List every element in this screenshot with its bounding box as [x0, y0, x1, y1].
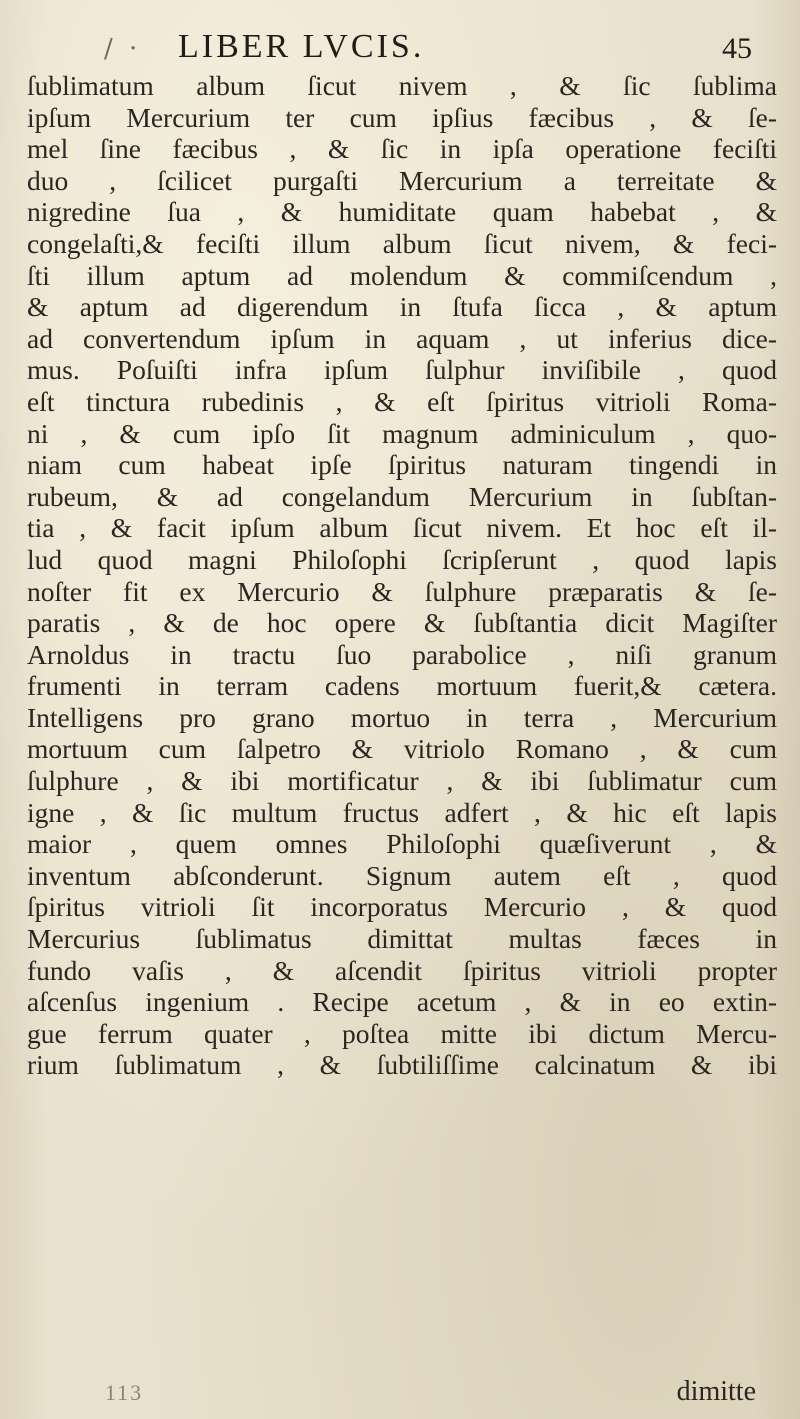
text-line: mus. Poſuiſti infra ipſum ſulphur inviſibile , quod	[27, 354, 777, 386]
text-line: gue ferrum quater , poſtea mitte ibi dictum Mercu-	[27, 1017, 777, 1049]
text-line: rium ſublimatum , & ſubtiliſſime calcinatum & ibi	[27, 1049, 777, 1081]
text-line: ſpiritus vitrioli ſit incorporatus Mercurio , & quod	[27, 891, 777, 923]
text-line: duo , ſcilicet purgaſti Mercurium a terreitate &	[27, 164, 777, 196]
text-line: Intelligens pro grano mortuo in terra , Mercurium	[27, 701, 777, 733]
text-line: & aptum ad digerendum in ſtufa ſicca , & aptum	[27, 291, 777, 323]
text-line: fundo vaſis , & aſcendit ſpiritus vitrioli propter	[27, 954, 777, 986]
text-line: ipſum Mercurium ter cum ipſius fæcibus , & ſe-	[27, 101, 777, 133]
text-line: nigredine ſua , & humiditate quam habebat , &	[27, 196, 777, 228]
text-line: ſulphure , & ibi mortificatur , & ibi ſublimatur cum	[27, 765, 777, 797]
running-title: LIBER LVCIS.	[178, 28, 425, 65]
text-line: rubeum, & ad congelandum Mercurium in ſubſtan-	[27, 480, 777, 512]
text-line: ad convertendum ipſum in aquam , ut inferius dice-	[27, 322, 777, 354]
page-number: 45	[722, 32, 752, 65]
text-line: ſti illum aptum ad molendum & commiſcendum ,	[27, 259, 777, 291]
signature-mark: 113	[105, 1380, 144, 1405]
text-line: Mercurius ſublimatus dimittat multas fæces in	[27, 923, 777, 955]
text-line: congelaſti,& feciſti illum album ſicut nivem, & feci-	[27, 227, 777, 259]
body-text	[27, 70, 777, 1081]
text-line: noſter fit ex Mercurio & ſulphure præparatis & ſe-	[27, 575, 777, 607]
text-line: mel ſine fæcibus , & ſic in ipſa operatione feciſti	[27, 133, 777, 165]
text-line: paratis , & de hoc opere & ſubſtantia dicit Magiſter	[27, 607, 777, 639]
text-line: Arnoldus in tractu ſuo parabolice , niſi granum	[27, 638, 777, 670]
text-line: inventum abſconderunt. Signum autem eſt , quod	[27, 859, 777, 891]
page-header	[0, 14, 800, 65]
text-line: niam cum habeat ipſe ſpiritus naturam tingendi in	[27, 449, 777, 481]
text-line: aſcenſus ingenium . Recipe acetum , & in eo extin-	[27, 986, 777, 1018]
text-line: mortuum cum ſalpetro & vitriolo Romano , & cum	[27, 733, 777, 765]
text-line: ni , & cum ipſo ſit magnum adminiculum , quo-	[27, 417, 777, 449]
text-line: lud quod magni Philoſophi ſcripſerunt , quod lapis	[27, 543, 777, 575]
header-marks: / ·	[104, 34, 142, 64]
text-line: eſt tinctura rubedinis , & eſt ſpiritus vitrioli Roma-	[27, 385, 777, 417]
text-line: ſublimatum album ſicut nivem , & ſic ſublima	[27, 70, 777, 101]
text-line: frumenti in terram cadens mortuum fuerit,& cætera.	[27, 670, 777, 702]
catchword: dimitte	[676, 1376, 756, 1407]
text-line: tia , & facit ipſum album ſicut nivem. Et hoc eſt il-	[27, 512, 777, 544]
text-line: maior , quem omnes Philoſophi quæſiverunt , &	[27, 828, 777, 860]
text-line: igne , & ſic multum fructus adfert , & hic eſt lapis	[27, 796, 777, 828]
page-footer	[0, 1376, 800, 1410]
